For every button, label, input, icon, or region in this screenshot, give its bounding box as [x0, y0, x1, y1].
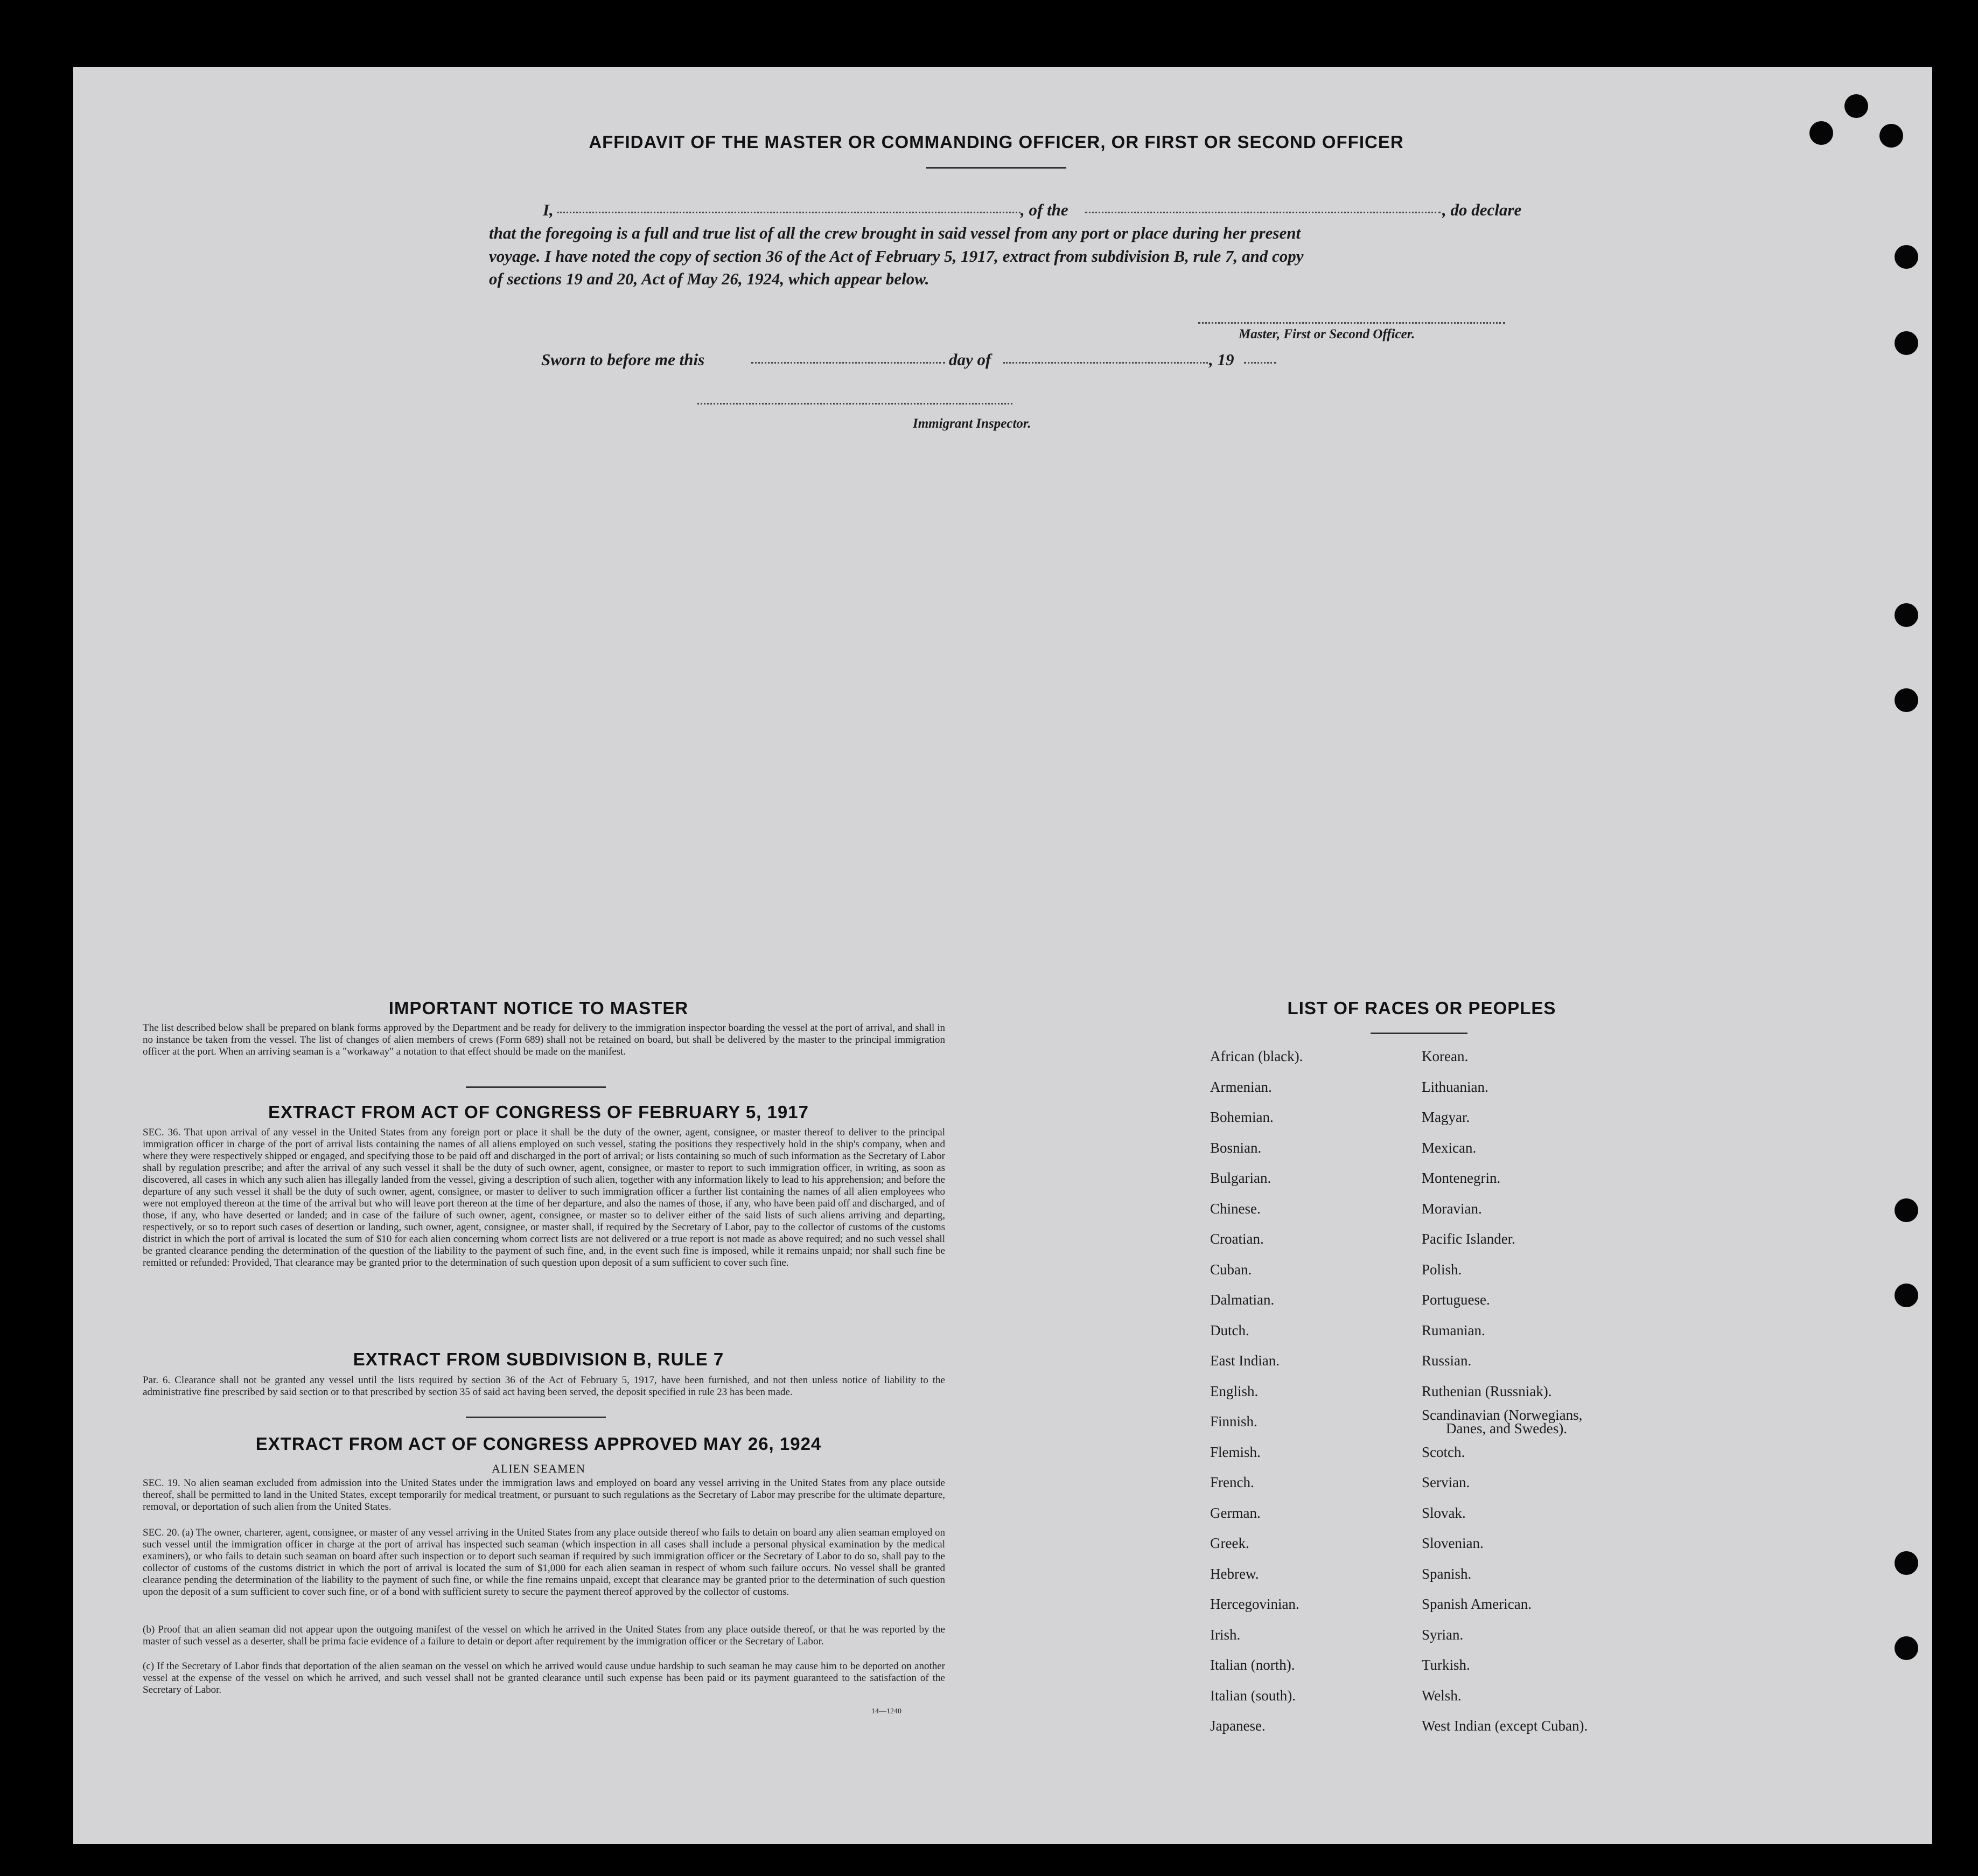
race-item-extra: Danes, and Swedes). — [1446, 1420, 1567, 1436]
sworn-end: , 19 — [1209, 350, 1234, 369]
sworn-mid: day of — [949, 350, 991, 369]
race-item: East Indian. — [1210, 1352, 1280, 1369]
race-item: Finnish. — [1210, 1413, 1257, 1429]
race-item: Hebrew. — [1210, 1565, 1259, 1582]
race-item: Servian. — [1422, 1474, 1470, 1490]
race-item: Polish. — [1422, 1261, 1462, 1278]
race-item: Syrian. — [1422, 1626, 1464, 1643]
sworn-month-field[interactable] — [1003, 362, 1208, 364]
race-item: Italian (south). — [1210, 1687, 1296, 1704]
affidavit-title: AFFIDAVIT OF THE MASTER OR COMMANDING OFFICER, OR FIRST OR SECOND OFFICER — [589, 132, 1404, 152]
race-item: Bosnian. — [1210, 1139, 1262, 1156]
binder-hole — [1895, 1198, 1918, 1222]
races-title: LIST OF RACES OR PEOPLES — [1287, 998, 1556, 1018]
binder-hole — [1879, 124, 1903, 148]
extract-1924-sec19: SEC. 19. No alien seaman excluded from admission into the United States under the immigration laws and employed on board any vessel arriving in the United States from any place outside thereof, shall be permitted to land in the United States, except temporarily for medical treatment, or pursuant to such regulations as the Secretary of Labor may prescribe for the ultimate departure, removal, or deportation of such alien from the United States. — [143, 1477, 945, 1512]
binder-hole — [1895, 245, 1918, 269]
name-field[interactable] — [557, 212, 1021, 213]
race-item: Japanese. — [1210, 1718, 1266, 1734]
race-item: Flemish. — [1210, 1443, 1261, 1460]
race-item: Slovak. — [1422, 1504, 1466, 1521]
binder-hole — [1844, 94, 1868, 118]
race-item: African (black). — [1210, 1048, 1303, 1064]
extract-1924-sec20b: (b) Proof that an alien seaman did not appear upon the outgoing manifest of the vessel on which he arrived in the United States from any place outside thereof, or that he was reported by the master of such vessel as a deserter, shall be prima facie evidence of a failure to detain or deport after requirement by the immigration officer or the Secretary of Labor. — [143, 1624, 945, 1647]
binder-hole — [1809, 121, 1833, 145]
race-item: Turkish. — [1422, 1657, 1470, 1673]
race-item: Welsh. — [1422, 1687, 1462, 1704]
race-item: Dutch. — [1210, 1322, 1249, 1338]
affidavit-line2: that the foregoing is a full and true list of all the crew brought in said vessel from any port or place during her present — [489, 224, 1301, 242]
race-item: Mexican. — [1422, 1139, 1477, 1156]
master-label: Master, First or Second Officer. — [1239, 327, 1415, 341]
race-item: Korean. — [1422, 1048, 1469, 1064]
race-item: Bohemian. — [1210, 1109, 1274, 1125]
race-item: Croatian. — [1210, 1231, 1264, 1247]
extract-1924-sec20c: (c) If the Secretary of Labor finds that deportation of the alien seaman on the vessel on which he arrived would cause undue hardship to such seaman he may cause him to be deported on another vessel at the expense of the vessel on which he arrived, and such vessel shall not be granted clearance until such expense has been paid or its payment guaranteed to the satisfaction of the Secretary of Labor. — [143, 1661, 945, 1696]
race-item: Russian. — [1422, 1352, 1472, 1369]
affidavit-line1-mid: , of the — [1021, 200, 1068, 219]
extract-rule7-body: Par. 6. Clearance shall not be granted any vessel until the lists required by section 36 of the Act of February 5, 1917, have been furnished, and not then unless notice of liability to the administrative fine prescribed by said section or to that prescribed by section 35 of said act having been served, the deposit specified in rule 23 has been made. — [143, 1375, 945, 1398]
race-item: Chinese. — [1210, 1200, 1261, 1217]
affidavit-line3: voyage. I have noted the copy of section 36 of the Act of February 5, 1917, extract from subdivision B, rule 7, and copy — [489, 247, 1304, 266]
affidavit-line1-start: I, — [543, 200, 554, 219]
race-item: Hercegovinian. — [1210, 1596, 1299, 1612]
vessel-field[interactable] — [1085, 212, 1441, 213]
race-item: Ruthenian (Russniak). — [1422, 1383, 1552, 1399]
extract-1924-title: EXTRACT FROM ACT OF CONGRESS APPROVED MAY 26, 1924 — [255, 1434, 822, 1454]
affidavit-line4: of sections 19 and 20, Act of May 26, 1924, which appear below. — [489, 269, 929, 288]
race-item: Moravian. — [1422, 1200, 1482, 1217]
race-item: German. — [1210, 1504, 1261, 1521]
sworn-day-field[interactable] — [751, 362, 945, 364]
race-item: Magyar. — [1422, 1109, 1470, 1125]
race-item: Cuban. — [1210, 1261, 1252, 1278]
race-item: Irish. — [1210, 1626, 1241, 1643]
master-signature-field[interactable] — [1198, 322, 1505, 324]
extract-1917-body: SEC. 36. That upon arrival of any vessel in the United States from any foreign port or place it shall be the duty of the owner, agent, consignee, or master thereof to deliver to the principal immigration officer in charge of the port of arrival lists containing the names of all aliens employed on such vessel, stating the positions they respectively hold in the ship's company, when and where they were respectively shipped or engaged, and specifying those to be paid off and discharged in the port of arrival; or lists containing so much of such information as the Secretary of Labor shall by regulation prescribe; and after the arrival of any such vessel it shall be the duty of such owner, agent, consignee, or master to report to such immigration officer, in writing, as soon as discovered, all cases in which any such alien has illegally landed from the vessel, giving a description of such alien, together with any information likely to lead to his apprehension; and before the departure of any such vessel it shall be the duty of such owner, agent, consignee, or master to deliver to such immigration officer a further list containing the names of all alien employees who were not employed thereon at the time of the arrival but who will leave port thereon at the time of her departure, and also the names of those, if any, who have been paid off and discharged, and of those, if any, who have deserted or landed; and in case of the failure of such owner, agent, consignee, or master so to deliver either of the said lists of such aliens arriving and departing, respectively, or so to report such cases of desertion or landing, such owner, agent, consignee, or master shall, if required by the Secretary of Labor, pay to the collector of customs of the customs district in which the port of arrival is located the sum of $10 for each alien concerning whom correct lists are not delivered or a true report is not made as above required; and no such vessel shall be granted clearance pending the determination of the question of the liability to the payment of such fine, and, in the event such fine is imposed, while it remains unpaid; nor shall such fine be remitted or refunded: Provided, That clearance may be granted prior to the determination of such question upon deposit of a sum sufficient to cover such fine. — [143, 1127, 945, 1268]
race-item: Scandinavian (Norwegians, — [1422, 1407, 1583, 1423]
race-item: Spanish. — [1422, 1565, 1472, 1582]
extract-1924-subtitle: ALIEN SEAMEN — [492, 1462, 585, 1475]
race-item: Dalmatian. — [1210, 1292, 1275, 1308]
race-item: Italian (north). — [1210, 1657, 1295, 1673]
sworn-start: Sworn to before me this — [541, 350, 705, 369]
notice-body: The list described below shall be prepared on blank forms approved by the Department and be ready for delivery to the immigration inspector boarding the vessel at the port of arrival, and shall in no instance be taken from the vessel. The list of changes of alien members of crews (Form 689) shall not be retained on board, but shall be delivered by the master to the principal immigration officer at the port. When an arriving seaman is a "workaway" a notation to that effect should be made on the manifest. — [143, 1022, 945, 1057]
binder-hole — [1895, 1636, 1918, 1660]
race-item: Greek. — [1210, 1535, 1249, 1551]
extract-1924-sec20a: SEC. 20. (a) The owner, charterer, agent, consignee, or master of any vessel arriving in the United States from any place outside thereof who fails to detain on board any alien seaman employed on such vessel until the immigration officer in charge at the port of arrival has inspected such seaman (which inspection in all cases shall include a personal physical examination by the medical examiners), or who fails to detain such seaman on board after such inspection or to deport such seaman if required by such immigration officer or the Secretary of Labor to do so, shall pay to the collector of customs of the customs district in which the port of arrival is located the sum of $1,000 for each alien seaman in respect of whom such failure occurs. No vessel shall be granted clearance pending the determination of the liability to the payment of such fine, or while the fine remains unpaid, except that clearance may be granted prior to the determination of such question upon the deposit of a sum sufficient to cover such fine, or of a bond with sufficient surety to secure the payment thereof approved by the collector of customs. — [143, 1527, 945, 1598]
race-item: Slovenian. — [1422, 1535, 1484, 1551]
form-number: 14—1240 — [871, 1707, 901, 1715]
binder-hole — [1895, 603, 1918, 627]
race-item: Montenegrin. — [1422, 1170, 1501, 1186]
rule7-divider — [466, 1417, 606, 1418]
binder-hole — [1895, 1284, 1918, 1307]
race-item: Bulgarian. — [1210, 1170, 1271, 1186]
race-item: Lithuanian. — [1422, 1078, 1488, 1095]
notice-divider — [466, 1086, 606, 1088]
sworn-year-field[interactable] — [1244, 362, 1276, 364]
races-divider — [1371, 1033, 1467, 1034]
binder-hole — [1895, 1551, 1918, 1575]
race-item: Spanish American. — [1422, 1596, 1532, 1612]
race-item: English. — [1210, 1383, 1259, 1399]
title-divider — [926, 167, 1066, 169]
binder-hole — [1895, 331, 1918, 355]
extract-rule7-title: EXTRACT FROM SUBDIVISION B, RULE 7 — [353, 1349, 724, 1369]
race-item: Portuguese. — [1422, 1292, 1490, 1308]
race-item: Armenian. — [1210, 1078, 1272, 1095]
race-item: West Indian (except Cuban). — [1422, 1718, 1588, 1734]
affidavit-line1-end: , do declare — [1442, 200, 1522, 219]
race-item: Pacific Islander. — [1422, 1231, 1515, 1247]
extract-1917-title: EXTRACT FROM ACT OF CONGRESS OF FEBRUARY 5, 1917 — [268, 1102, 809, 1122]
race-item: Scotch. — [1422, 1443, 1465, 1460]
inspector-signature-field[interactable] — [697, 403, 1012, 405]
race-item: Rumanian. — [1422, 1322, 1485, 1338]
binder-hole — [1895, 688, 1918, 712]
race-item: French. — [1210, 1474, 1254, 1490]
inspector-label: Immigrant Inspector. — [913, 416, 1031, 431]
notice-title: IMPORTANT NOTICE TO MASTER — [388, 998, 689, 1018]
